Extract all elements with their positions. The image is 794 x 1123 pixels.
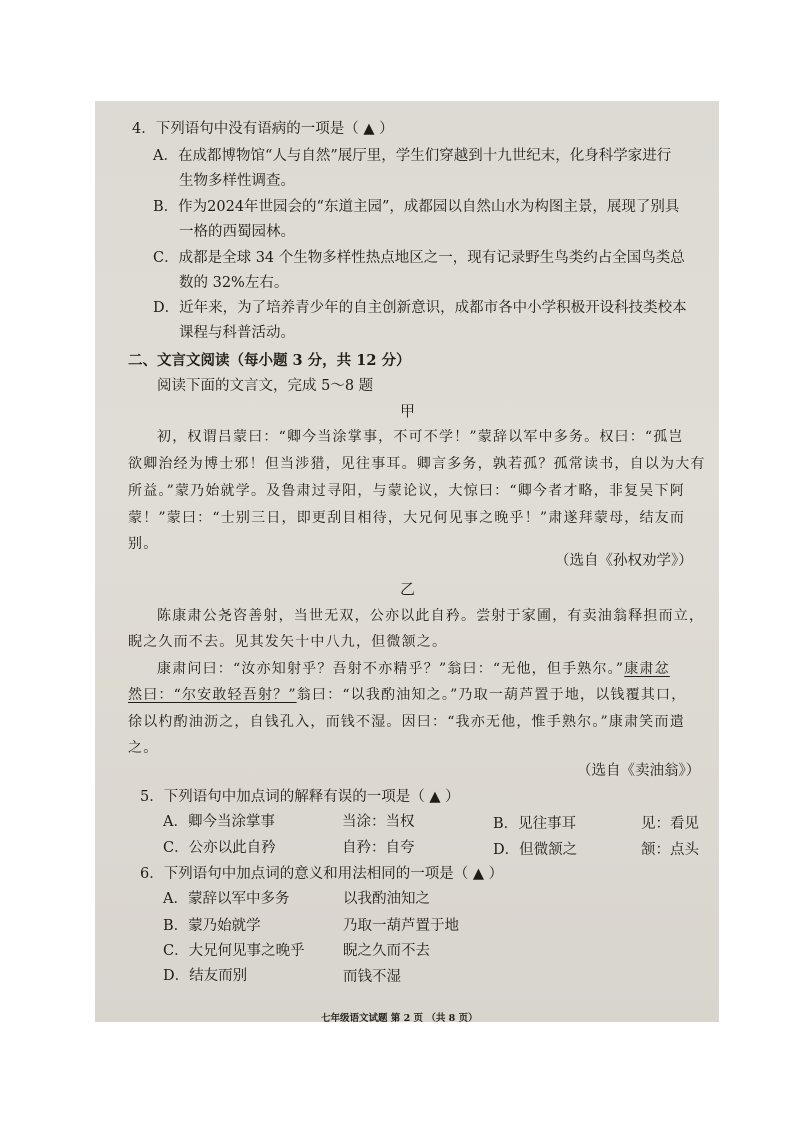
q4-option-c-line2: 数的 32%左右。	[179, 275, 289, 291]
q6-option-d-right: 而钱不湿	[343, 969, 401, 985]
passage-jia-line: 蒙！”蒙曰：“士别三日，即更刮目相待，大兄何见事之晚乎！”肃遂拜蒙母，结友而	[128, 510, 686, 526]
q4-option-a-line1: A．在成都博物馆“人与自然”展厅里，学生们穿越到十九世纪末，化身科学家进行	[153, 148, 672, 164]
q5-option-a-gloss: 当涂：当权	[342, 814, 415, 830]
q5-option-b-sentence: B．见往事耳	[493, 816, 577, 832]
passage-jia-source: （选自《孙权劝学》）	[555, 553, 693, 569]
q5-option-c-sentence: C．公亦以此自矜	[163, 840, 276, 856]
page-footer: 七年级语文试题 第 2 页 （共 8 页）	[321, 1013, 478, 1022]
q4-option-a-line2: 生物多样性调查。	[179, 173, 295, 189]
q6-option-b-right: 乃取一葫芦置于地	[343, 918, 459, 934]
q5-stem: 5．下列语句中加点词的解释有误的一项是（ ▲ ）	[140, 789, 460, 805]
q6-option-c-right: 睨之久而不去	[343, 943, 430, 959]
passage-yi-line	[128, 685, 686, 705]
q4-option-c-line1: C．成都是全球 34 个生物多样性热点地区之一，现有记录野生鸟类约占全国鸟类总	[153, 250, 685, 266]
passage-yi-label: 乙	[400, 580, 416, 598]
passage-yi-line: 之。	[128, 740, 159, 756]
passage-jia-label: 甲	[400, 402, 416, 420]
section2-title: 二、文言文阅读（每小题 3 分，共 12 分）	[128, 352, 411, 369]
q4-option-d-line2: 课程与科普活动。	[179, 325, 295, 341]
q6-option-a-right: 以我酌油知之	[343, 891, 430, 907]
q4-option-b-line1: B．作为2024年世园会的“东道主园”，成都园以自然山水为构图主景，展现了别具	[153, 199, 680, 215]
q5-option-b-gloss: 见：看见	[641, 816, 699, 832]
passage-jia-line: 别。	[128, 536, 159, 552]
passage-jia-line: 欲卿治经为博士邪！但当涉猎，见往事耳。卿言多务，孰若孤？孤常读书，自以为大有	[128, 456, 706, 472]
passage-yi-text: 康肃问曰：“汝亦知射乎？吾射不亦精乎？”翁曰：“无他，但手熟尔。”	[157, 661, 625, 677]
passage-jia-line: 初，权谓吕蒙曰：“卿今当涂掌事，不可不学！”蒙辞以军中多务。权曰：“孤岂	[157, 429, 684, 445]
passage-yi-line: 睨之久而不去。见其发矢十中八九，但微颔之。	[128, 634, 448, 650]
passage-yi-line: 陈康肃公尧咨善射，当世无双，公亦以此自矜。尝射于家圃，有卖油翁释担而立，	[157, 608, 705, 624]
q6-option-c-left: C．大兄何见事之晚乎	[163, 943, 305, 959]
q6-option-b-left: B．蒙乃始就学	[163, 918, 261, 934]
passage-yi-source: （选自《卖油翁》）	[577, 763, 701, 779]
q4-stem: 4．下列语句中没有语病的一项是（ ▲ ）	[132, 121, 394, 137]
passage-yi-line	[157, 659, 670, 679]
passage-yi-text: 翁曰：“以我酌油知之。”乃取一葫芦置于地，以钱覆其口，	[296, 687, 687, 703]
q5-option-c-gloss: 自矜：自夸	[342, 840, 415, 856]
q6-option-d-left: D．结友而别	[163, 968, 248, 984]
q4-option-b-line2: 一格的西蜀园林。	[179, 224, 295, 240]
q5-option-a-sentence: A．卿今当涂掌事	[163, 814, 275, 830]
q5-option-d-gloss: 颔：点头	[641, 842, 699, 858]
q6-stem: 6．下列语句中加点词的意义和用法相同的一项是（ ▲ ）	[140, 866, 504, 882]
exam-page	[95, 101, 719, 1022]
passage-jia-line: 所益。”蒙乃始就学。及鲁肃过寻阳，与蒙论议，大惊曰：“卿今者才略，非复吴下阿	[128, 483, 685, 499]
q6-option-a-left: A．蒙辞以军中多务	[163, 891, 290, 907]
q4-option-d-line1: D．近年来，为了培养青少年的自主创新意识，成都市各中小学积极开设科技类校本	[153, 300, 687, 316]
q5-option-d-sentence: D．但微颔之	[493, 842, 578, 858]
passage-yi-line: 徐以杓酌油沥之，自钱孔入，而钱不湿。因曰：“我亦无他，惟手熟尔。”康肃笑而遣	[128, 714, 685, 730]
underlined-sentence: 康肃忿	[624, 661, 670, 677]
underlined-sentence: 然曰：“尔安敢轻吾射？”	[128, 687, 297, 703]
section2-instruction: 阅读下面的文言文，完成 5～8 题	[157, 378, 374, 394]
